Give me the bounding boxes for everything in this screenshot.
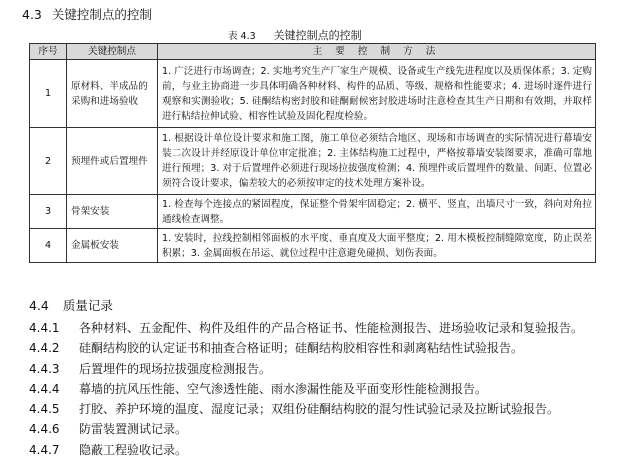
list-item xyxy=(29,359,583,379)
row-number: 1 xyxy=(30,60,67,128)
quality-title: 质量记录 xyxy=(62,298,113,313)
row-number: 4 xyxy=(30,229,67,263)
quality-records-heading xyxy=(29,297,113,315)
row-control-point: 金属板安装 xyxy=(67,229,158,263)
section-title: 关键控制点的控制 xyxy=(51,7,152,22)
control-points-table xyxy=(29,43,596,263)
item-number: 4.4.2 xyxy=(29,341,60,356)
list-item xyxy=(29,419,583,439)
item-text: 防雷装置测试记录。 xyxy=(79,422,188,437)
item-text: 隐蔽工程验收记录。 xyxy=(79,442,188,457)
item-number: 4.4.4 xyxy=(29,381,60,396)
item-number: 4.4.3 xyxy=(29,361,60,376)
list-item xyxy=(29,379,583,399)
header-method: 主 要 控 制 方 法 xyxy=(158,44,596,60)
item-text: 打胶、养护环境的温度、湿度记录；双组份硅酮结构胶的混匀性试验记录及拉断试验报告。 xyxy=(79,402,560,417)
item-text: 硅酮结构胶的认定证书和抽查合格证明；硅酮结构胶相容性和剥离粘结性试验报告。 xyxy=(79,341,524,356)
table-caption-number: 表 4.3 xyxy=(228,31,256,42)
list-item xyxy=(29,318,583,338)
list-item xyxy=(29,399,583,419)
header-no: 序号 xyxy=(30,44,67,60)
quality-number: 4.4 xyxy=(29,298,49,313)
table-header-row xyxy=(30,44,596,60)
item-text: 各种材料、五金配件、构件及组件的产品合格证书、性能检测报告、进场验收记录和复验报告。 xyxy=(79,321,584,335)
table-caption-title: 关键控制点的控制 xyxy=(273,29,362,42)
table-row xyxy=(30,60,596,128)
row-control-method: 1. 安装时，拉线控制相邻面板的水平度、垂直度及大面平整度；2. 用木模板控制缝隙宽度，防止误差积累；3. 金属面板在吊运、就位过程中注意避免碰损、划伤表面。 xyxy=(158,229,596,263)
item-number: 4.4.5 xyxy=(29,402,60,417)
row-number: 3 xyxy=(30,195,67,229)
table-row xyxy=(30,195,596,229)
item-text: 幕墙的抗风压性能、空气渗透性能、雨水渗漏性能及平面变形性能检测报告。 xyxy=(79,381,488,396)
header-point: 关键控制点 xyxy=(67,44,158,60)
list-item xyxy=(29,338,583,358)
row-control-method: 1. 检查每个连接点的紧固程度，保证整个骨架牢固稳定；2. 横平、竖直，出墙尺寸一致，斜向对角拉通线检查调整。 xyxy=(158,195,596,229)
row-control-point: 原材料、半成品的采购和进场验收 xyxy=(67,60,158,128)
list-item xyxy=(29,440,583,460)
row-control-method: 1. 根据设计单位设计要求和施工图，施工单位必须结合地区、现场和市场调查的实际情况进行幕墙安装二次设计并经原设计单位审定批准；2. 主体结构施工过程中，严格按幕墙安装图要求，准确可靠地进行预埋；3. 对于后置埋件必须进行现场拉拔强度检测；4. 预埋件或后置埋件的数量、间距、位置必须符合设计要求，偏差较大的必须按审定的技术处理方案补设。 xyxy=(158,128,596,195)
table-row xyxy=(30,128,596,195)
table-row xyxy=(30,229,596,263)
row-control-method: 1. 广泛进行市场调查；2. 实地考究生产厂家生产规模、设备或生产线先进程度以及质保体系；3. 定购前，与业主协商进一步具体明确各种材料、构件的品质、等级、规格和性能要求；4. 进场时逐件进行观察和实测验收；5. 硅酮结构密封胶和硅酮耐候密封胶进场时注意检查其生产日期和有效期，并取样进行粘结拉伸试验、相容性试验及固化程度检验。 xyxy=(158,60,596,128)
row-control-point: 骨架安装 xyxy=(67,195,158,229)
item-number: 4.4.7 xyxy=(29,442,60,457)
section-number: 4.3 xyxy=(22,7,42,22)
item-number: 4.4.6 xyxy=(29,422,60,437)
row-number: 2 xyxy=(30,128,67,195)
item-text: 后置埋件的现场拉拔强度检测报告。 xyxy=(79,361,272,376)
quality-records-list xyxy=(29,318,583,460)
item-number: 4.4.1 xyxy=(29,321,60,335)
row-control-point: 预埋件或后置埋件 xyxy=(67,128,158,195)
section-heading xyxy=(22,6,152,24)
